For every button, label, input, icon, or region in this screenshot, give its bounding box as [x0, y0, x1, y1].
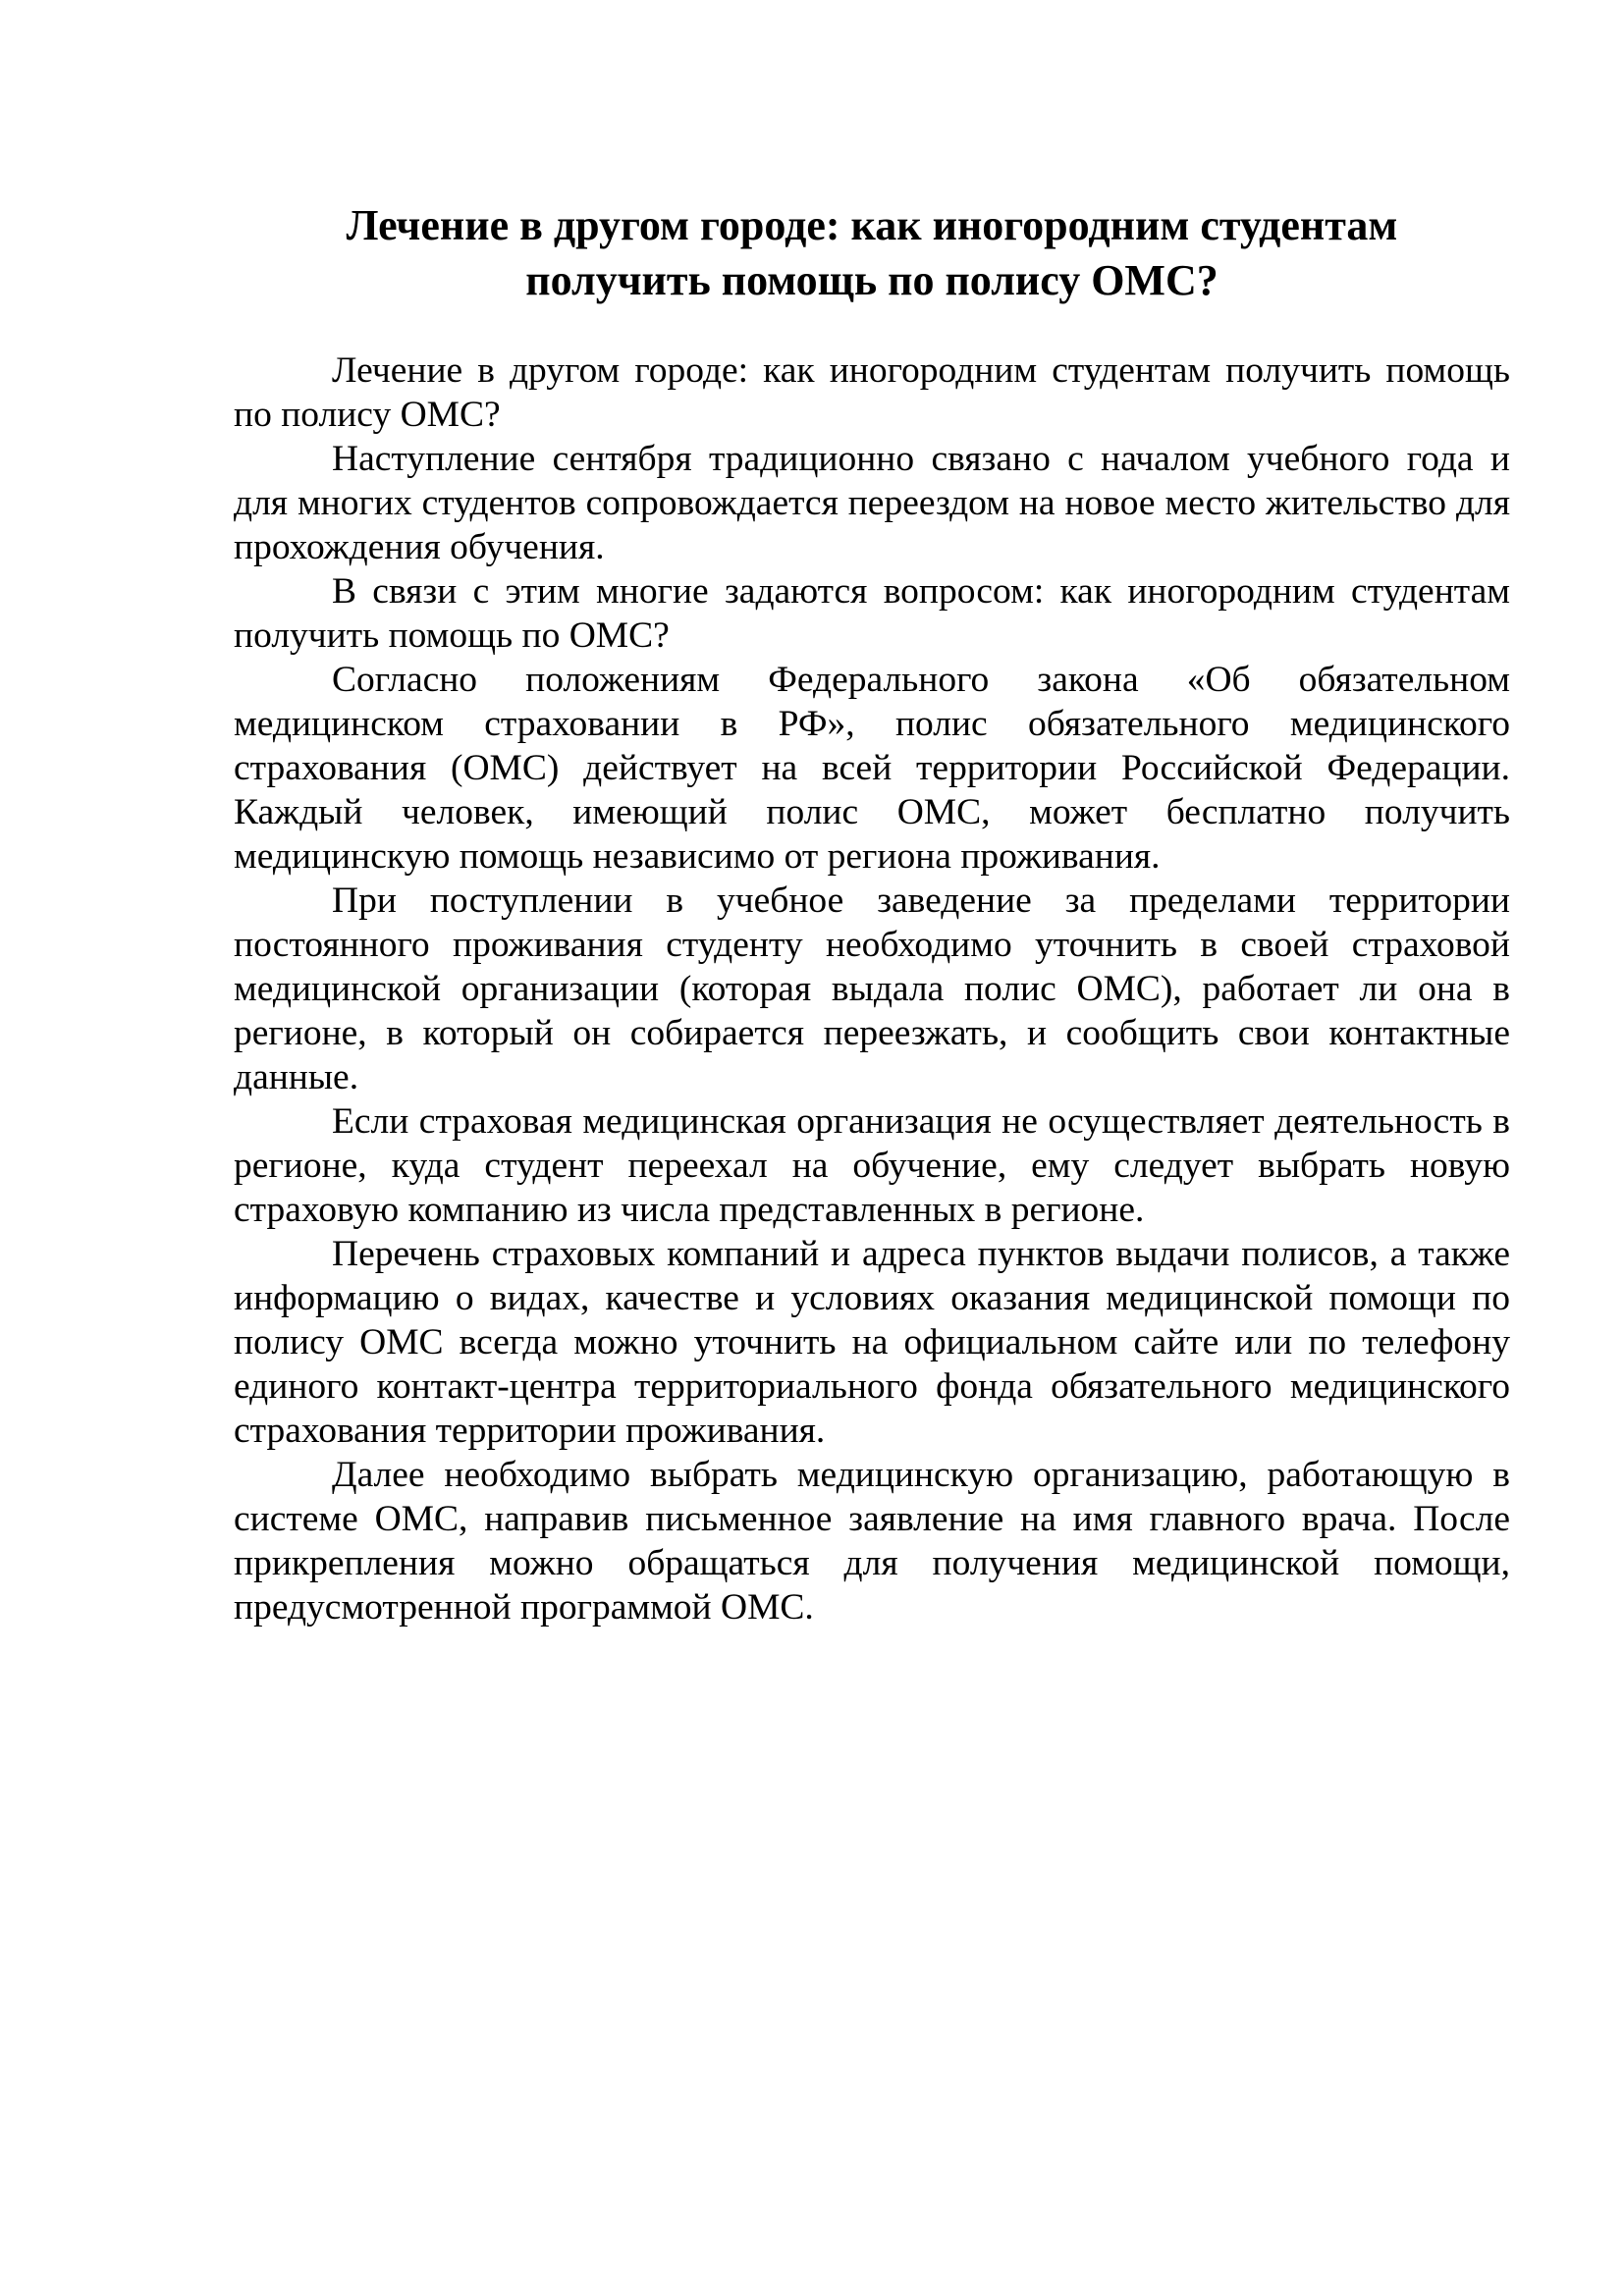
paragraph-7: Перечень страховых компаний и адреса пунктов выдачи полисов, а также информацию о видах, качестве и условиях оказания медицинской помощи по полису ОМС всегда можно уточнить на официальном сайте или по телефону единого контакт-центра территориального фонда обязательного медицинского страхования территории проживания. — [234, 1234, 1510, 1451]
paragraph-3: В связи с этим многие задаются вопросом: как иногородним студентам получить помощь по ОМС? — [234, 571, 1510, 656]
paragraph-1: Лечение в другом городе: как иногородним студентам получить помощь по полису ОМС? — [234, 350, 1510, 435]
paragraph-6: Если страховая медицинская организация не осуществляет деятельность в регионе, куда студент переехал на обучение, ему следует выбрать новую страховую компанию из числа представленных в регионе. — [234, 1101, 1510, 1230]
title-line-2: получить помощь по полису ОМС? — [525, 256, 1218, 304]
paragraph-8: Далее необходимо выбрать медицинскую организацию, работающую в системе ОМС, направив письменное заявление на имя главного врача. После прикрепления можно обращаться для получения медицинской помощи, предусмотренной программой ОМС. — [234, 1455, 1510, 1628]
paragraph-2: Наступление сентября традиционно связано с началом учебного года и для многих студентов сопровождается переездом на новое место жительство для прохождения обучения. — [234, 439, 1510, 567]
document-body — [234, 348, 1510, 1629]
paragraph-5: При поступлении в учебное заведение за пределами территории постоянного проживания студенту необходимо уточнить в своей страховой медицинской организации (которая выдала полис ОМС), работает ли она в регионе, в который он собирается переезжать, и сообщить свои контактные данные. — [234, 881, 1510, 1097]
paragraph-4: Согласно положениям Федерального закона «Об обязательном медицинском страховании в РФ», полис обязательного медицинского страхования (ОМС) действует на всей территории Российской Федерации. Каждый человек, имеющий полис ОМС, может бесплатно получить медицинскую помощь независимо от региона проживания. — [234, 660, 1510, 877]
title-line-1: Лечение в другом городе: как иногородним студентам — [346, 201, 1398, 249]
document-title — [234, 198, 1510, 308]
